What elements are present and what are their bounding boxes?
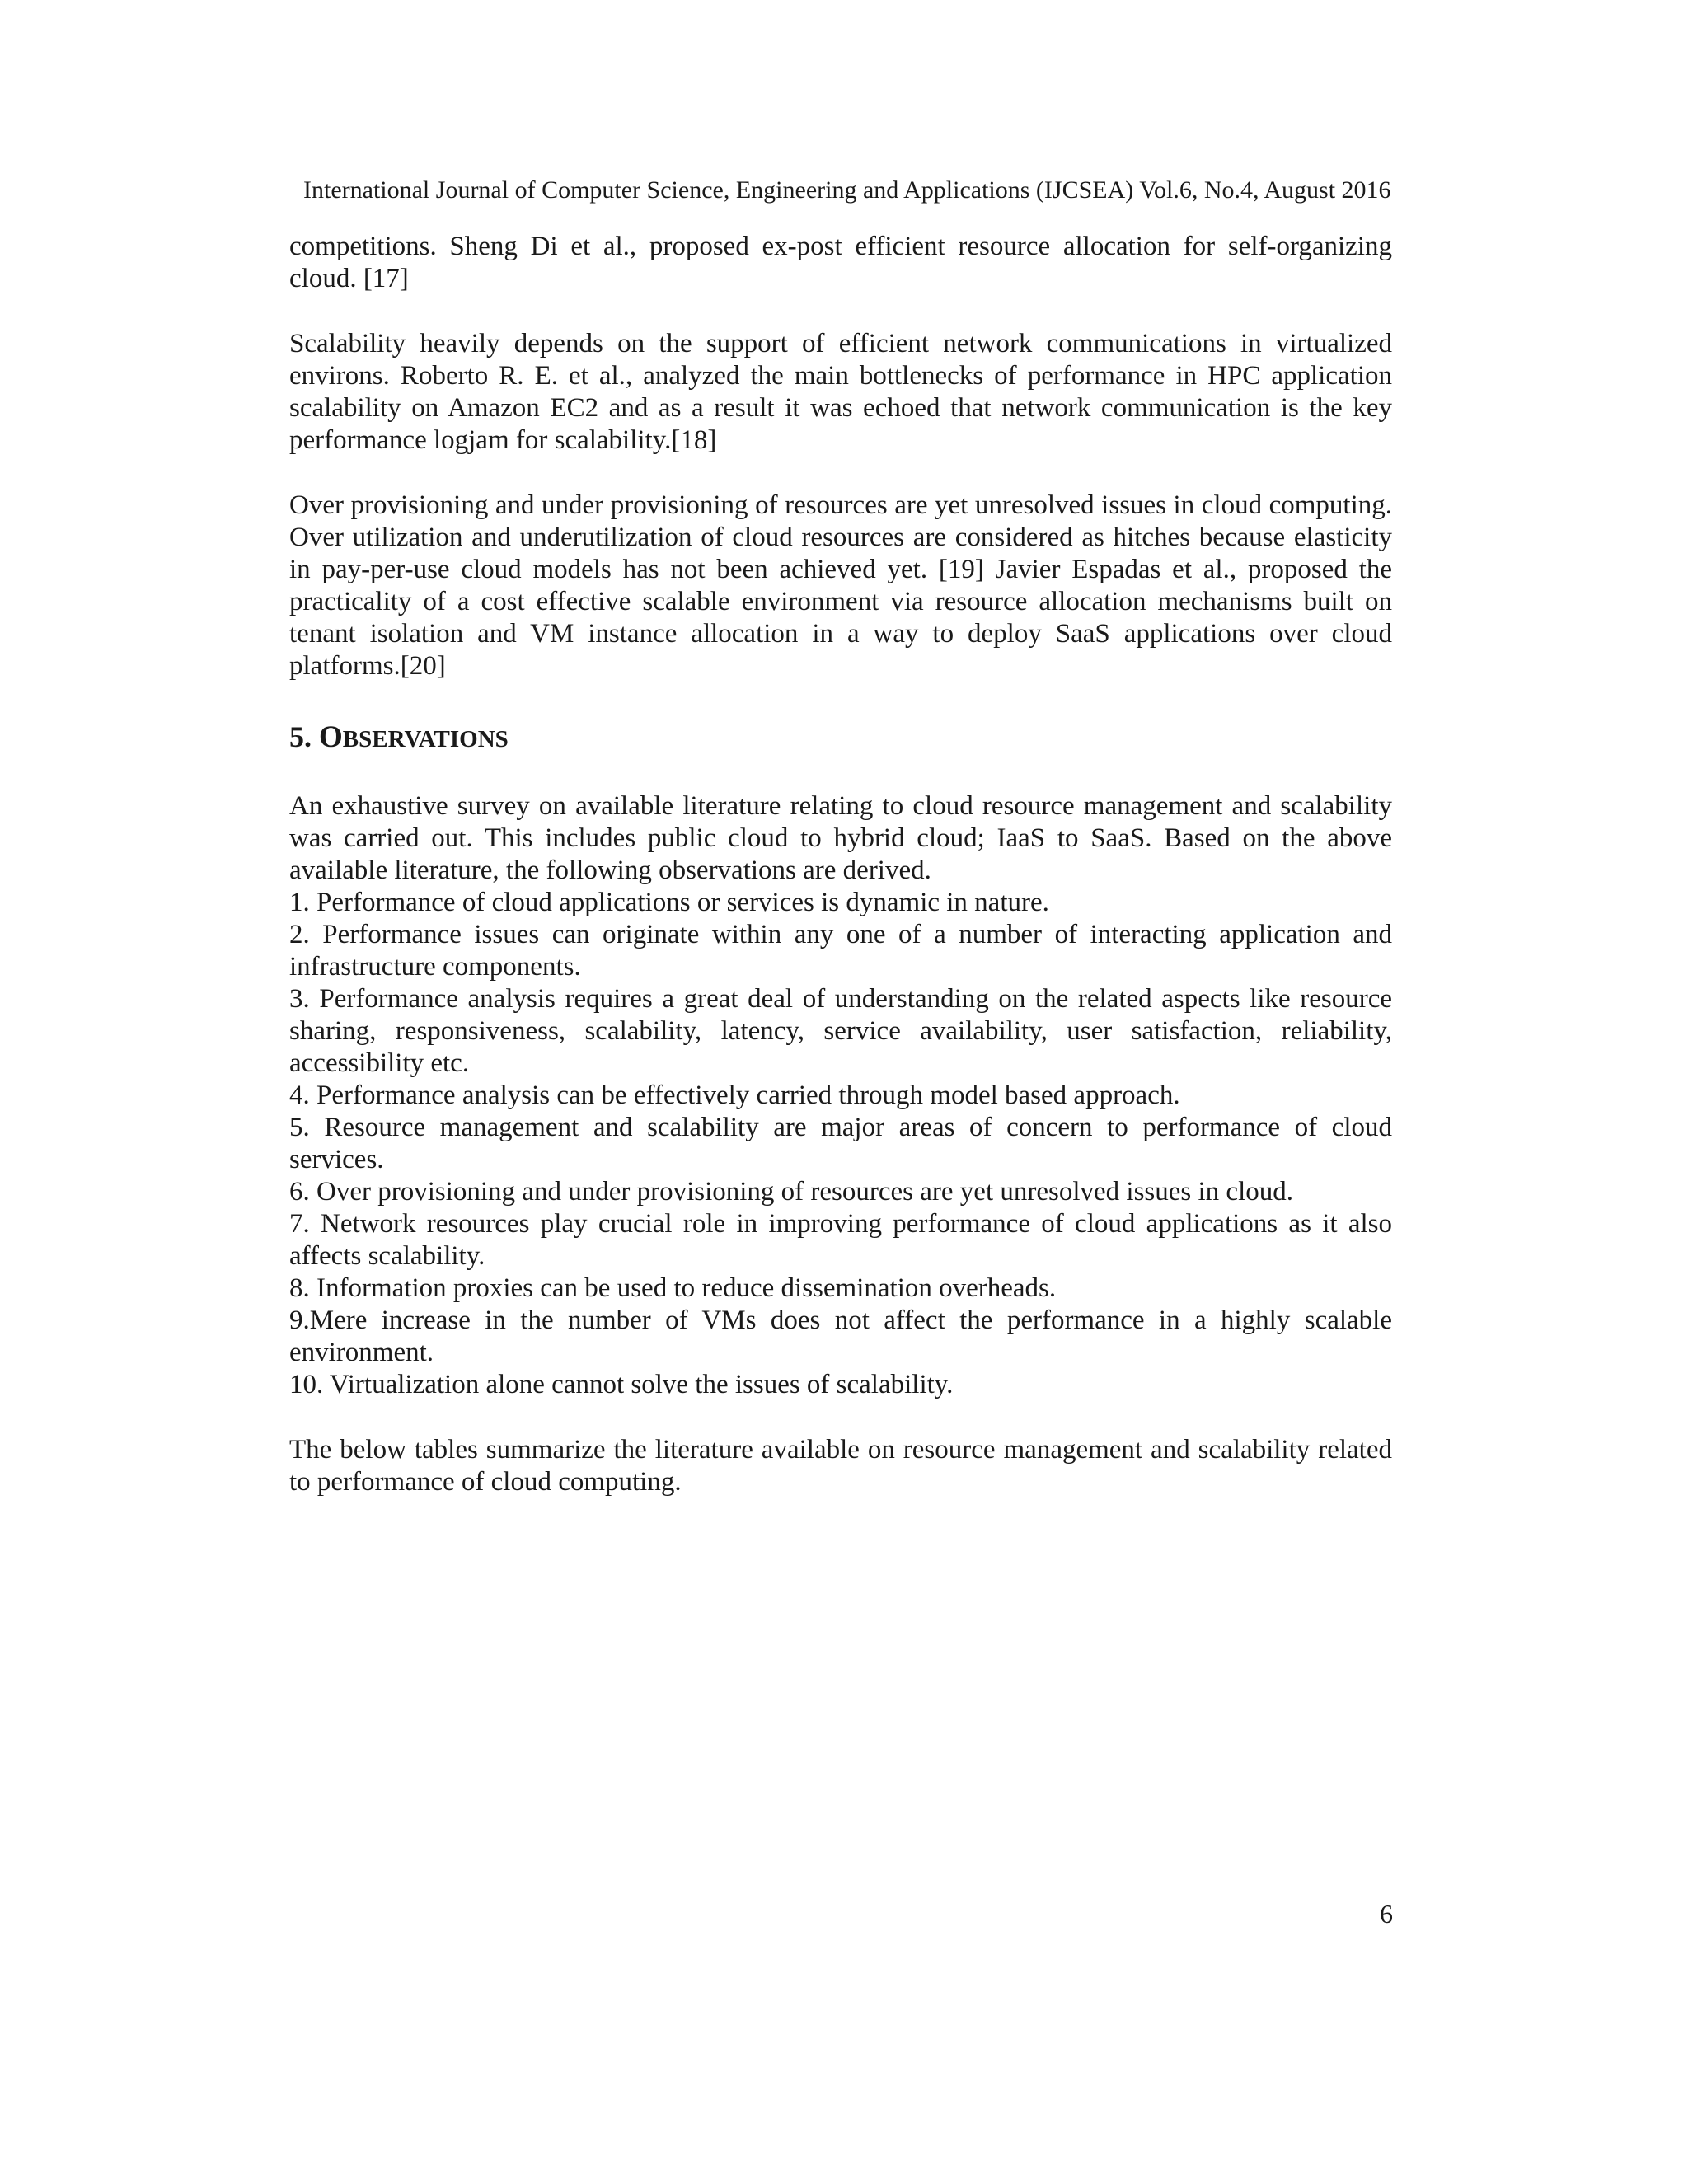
observation-item: 3. Performance analysis requires a great deal of understanding on the related aspects like resource sharing, responsiveness, scalability, latency, service availability, user satisfaction, reliability, accessibility etc. <box>289 984 1392 1078</box>
observation-item: 4. Performance analysis can be effectively carried through model based approach. <box>289 1080 1180 1110</box>
page-body <box>289 231 1392 1498</box>
section-heading <box>289 719 1392 757</box>
closing-paragraph: The below tables summarize the literature available on resource management and scalability related to performance of cloud computing. <box>289 1435 1392 1497</box>
section-number: 5. <box>289 720 312 753</box>
observation-item: 8. Information proxies can be used to reduce dissemination overheads. <box>289 1273 1057 1303</box>
observation-item: 7. Network resources play crucial role in improving performance of cloud applications as it also affects scalability. <box>289 1209 1392 1271</box>
observation-item: 10. Virtualization alone cannot solve the issues of scalability. <box>289 1370 954 1399</box>
running-header: International Journal of Computer Science, Engineering and Applications (IJCSEA) Vol.6, No.4, August 2016 <box>303 176 1391 204</box>
section-intro: An exhaustive survey on available literature relating to cloud resource management and scalability was carried out. This includes public cloud to hybrid cloud; IaaS to SaaS. Based on the above available literature, the following observations are derived. <box>289 791 1392 885</box>
paragraph-provisioning: Over provisioning and under provisioning of resources are yet unresolved issues in cloud computing. Over utilization and underutilization of cloud resources are considered as hitches because elasticity in pay-per-use cloud models has not been achieved yet. [19] Javier Espadas et al., proposed the practicality of a cost effective scalable environment via resource allocation mechanisms built on tenant isolation and VM instance allocation in a way to deploy SaaS applications over cloud platforms.[20] <box>289 490 1392 681</box>
observations-list <box>289 887 1392 1401</box>
page-number: 6 <box>1380 1899 1393 1929</box>
section-title-rest: BSERVATIONS <box>342 726 509 752</box>
paragraph-continuation: competitions. Sheng Di et al., proposed ex-post efficient resource allocation for self-organizing cloud. [17] <box>289 232 1392 293</box>
observation-item: 5. Resource management and scalability are major areas of concern to performance of cloud services. <box>289 1113 1392 1174</box>
observation-item: 6. Over provisioning and under provisioning of resources are yet unresolved issues in cloud. <box>289 1177 1293 1207</box>
observation-item: 2. Performance issues can originate within any one of a number of interacting application and infrastructure components. <box>289 920 1392 982</box>
section-title-initial: O <box>319 720 343 754</box>
observation-item: 9.Mere increase in the number of VMs does not affect the performance in a highly scalable environment. <box>289 1305 1392 1367</box>
paragraph-scalability: Scalability heavily depends on the support of efficient network communications in virtualized environs. Roberto R. E. et al., analyzed the main bottlenecks of performance in HPC application scalability on Amazon EC2 and as a result it was echoed that network communication is the key performance logjam for scalability.[18] <box>289 329 1392 455</box>
observation-item: 1. Performance of cloud applications or services is dynamic in nature. <box>289 888 1049 917</box>
